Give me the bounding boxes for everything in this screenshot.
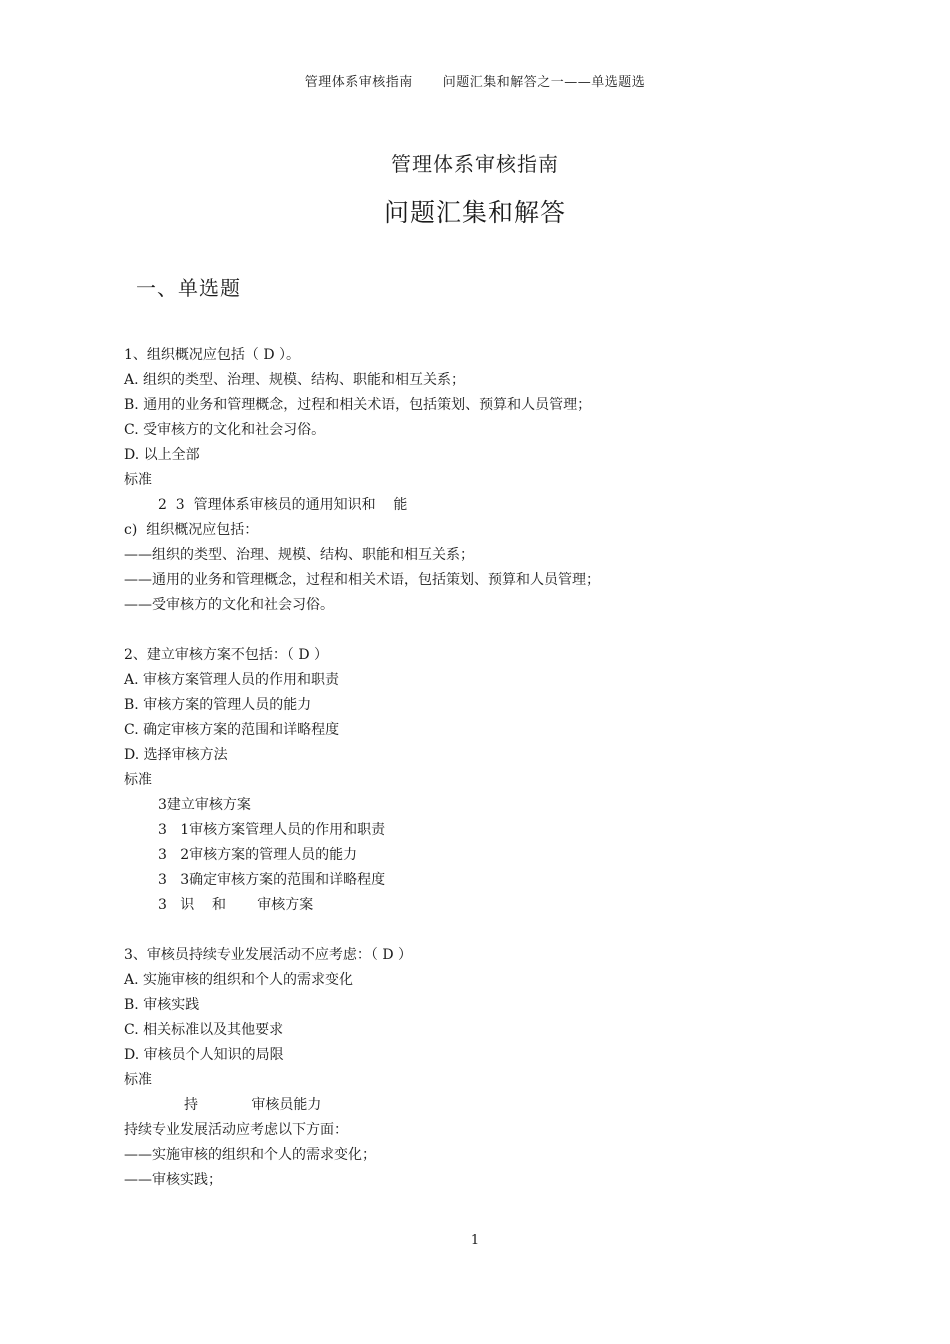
- option-a: A. 实施审核的组织和个人的需求变化: [124, 972, 354, 988]
- option-c: C. 确定审核方案的范围和详略程度: [124, 722, 340, 738]
- standard-subclause: 3 3确定审核方案的范围和详略程度: [158, 872, 386, 888]
- standard-line: ——受审核方的文化和社会习俗。: [124, 597, 334, 613]
- standard-reference: 3建立审核方案: [158, 797, 251, 813]
- standard-line: 持续专业发展活动应考虑以下方面：: [124, 1122, 348, 1138]
- spacer: [124, 918, 844, 943]
- option-a: A. 审核方案管理人员的作用和职责: [124, 672, 340, 688]
- standard-subclause: 3 2审核方案的管理人员的能力: [158, 847, 358, 863]
- document-body: [124, 343, 844, 1193]
- option-b: B. 审核方案的管理人员的能力: [124, 697, 312, 713]
- option-b: B. 通用的业务和管理概念，过程和相关术语，包括策划、预算和人员管理；: [124, 397, 592, 413]
- running-header: [0, 71, 950, 90]
- standard-line: ——通用的业务和管理概念，过程和相关术语，包括策划、预算和人员管理；: [124, 572, 600, 588]
- standard-label: 标准: [124, 772, 152, 788]
- standard-reference: 持 审核员能力: [184, 1097, 322, 1113]
- option-d: D. 审核员个人知识的局限: [124, 1047, 284, 1063]
- document-subtitle: 问题汇集和解答: [383, 198, 566, 227]
- option-c: C. 受审核方的文化和社会习俗。: [124, 422, 326, 438]
- question-block-2: [124, 643, 844, 918]
- standard-subclause: 3 1审核方案管理人员的作用和职责: [158, 822, 386, 838]
- question-text: 3、审核员持续专业发展活动不应考虑：（ D ）: [124, 947, 413, 963]
- standard-subclause: 3 识 和 审核方案: [158, 897, 314, 913]
- question-text: 1、组织概况应包括（ D ）。: [124, 347, 301, 363]
- option-a: A. 组织的类型、治理、规模、结构、职能和相互关系；: [124, 372, 466, 388]
- spacer: [124, 618, 844, 643]
- standard-line: c) 组织概况应包括：: [124, 522, 259, 538]
- running-header-left: 管理体系审核指南: [304, 75, 413, 90]
- question-block-1: [124, 343, 844, 618]
- standard-line: ——组织的类型、治理、规模、结构、职能和相互关系；: [124, 547, 474, 563]
- section-heading: 一、单选题: [136, 276, 241, 300]
- document-title: 管理体系审核指南: [391, 152, 559, 176]
- option-d: D. 选择审核方法: [124, 747, 228, 763]
- option-d: D. 以上全部: [124, 447, 200, 463]
- page-number: 1: [470, 1233, 480, 1248]
- standard-label: 标准: [124, 472, 152, 488]
- question-text: 2、建立审核方案不包括：（ D ）: [124, 647, 329, 663]
- standard-line: ——审核实践；: [124, 1172, 222, 1188]
- question-block-3: [124, 943, 844, 1193]
- option-b: B. 审核实践: [124, 997, 200, 1013]
- running-header-right: 问题汇集和解答之一——单选题选: [442, 75, 646, 90]
- option-c: C. 相关标准以及其他要求: [124, 1022, 284, 1038]
- standard-reference: 2 3 管理体系审核员的通用知识和 能: [158, 497, 408, 513]
- standard-line: ——实施审核的组织和个人的需求变化；: [124, 1147, 376, 1163]
- standard-label: 标准: [124, 1072, 152, 1088]
